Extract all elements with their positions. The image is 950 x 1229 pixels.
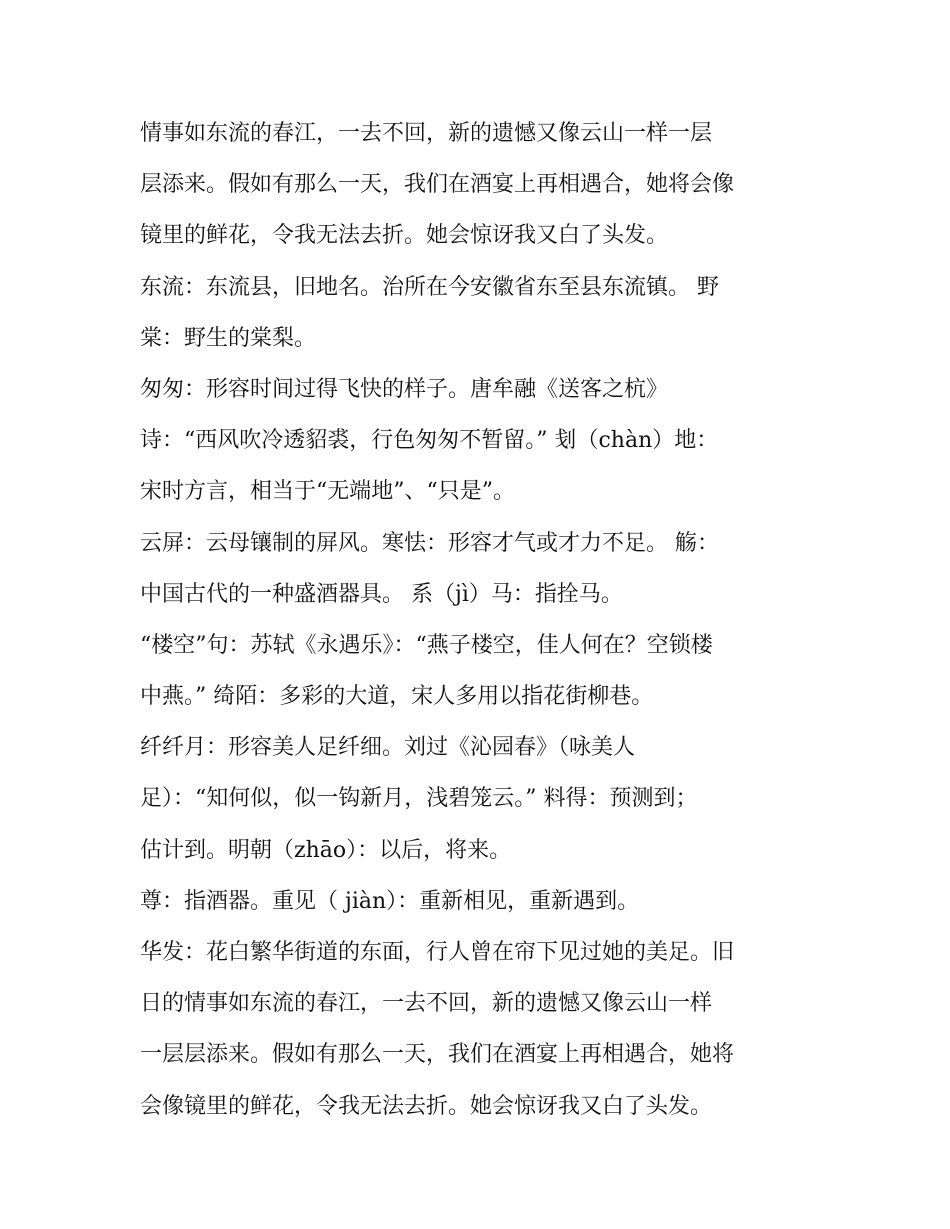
text-line: 层添来。假如有那么一天，我们在酒宴上再相遇合，她将会像 [140, 172, 735, 198]
text-line: 尊：指酒器。重见（ jiàn）：重新相见，重新遇到。 [140, 888, 640, 914]
body-text [140, 108, 830, 1132]
text-line: 情事如东流的春江，一去不回，新的遗憾又像云山一样一层 [140, 121, 713, 146]
text-line: 匆匆：形容时间过得飞快的样子。唐牟融《送客之杭》 [140, 376, 669, 402]
text-line: 镜里的鲜花，令我无法去折。她会惊讶我又白了头发。 [140, 223, 669, 249]
text-line: 宋时方言，相当于“无端地”、“只是”。 [140, 479, 515, 505]
text-line: 中燕。” 绮陌：多彩的大道，宋人多用以指花街柳巷。 [140, 684, 654, 710]
text-line: 纤纤月：形容美人足纤细。刘过《沁园春》（咏美人 [140, 735, 636, 761]
text-line: 诗：“西风吹冷透貂裘，行色匆匆不暂留。” 刬（chàn）地： [140, 428, 719, 454]
text-line: 估计到。明朝（zhāo）：以后，将来。 [140, 837, 512, 863]
text-line: 一层层添来。假如有那么一天，我们在酒宴上再相遇合，她将 [140, 1042, 735, 1068]
text-line: “楼空”句：苏轼《永遇乐》：“燕子楼空，佳人何在？空锁楼 [140, 632, 713, 658]
text-line: 足）：“知何似，似一钩新月，浅碧笼云。” 料得：预测到； [140, 786, 698, 812]
text-line: 会像镜里的鲜花，令我无法去折。她会惊讶我又白了头发。 [140, 1093, 713, 1119]
text-line: 日的情事如东流的春江，一去不回，新的遗憾又像云山一样 [140, 991, 713, 1017]
text-line: 东流：东流县，旧地名。治所在今安徽省东至县东流镇。 野 [140, 274, 719, 300]
text-line: 棠：野生的棠梨。 [140, 325, 317, 351]
text-line: 云屏：云母镶制的屏风。寒怯：形容才气或才力不足。 觞： [140, 530, 719, 556]
text-line: 中国古代的一种盛酒器具。 系（jì）马：指拴马。 [140, 581, 623, 607]
text-line: 华发：花白繁华街道的东面，行人曾在帘下见过她的美足。旧 [140, 940, 735, 965]
